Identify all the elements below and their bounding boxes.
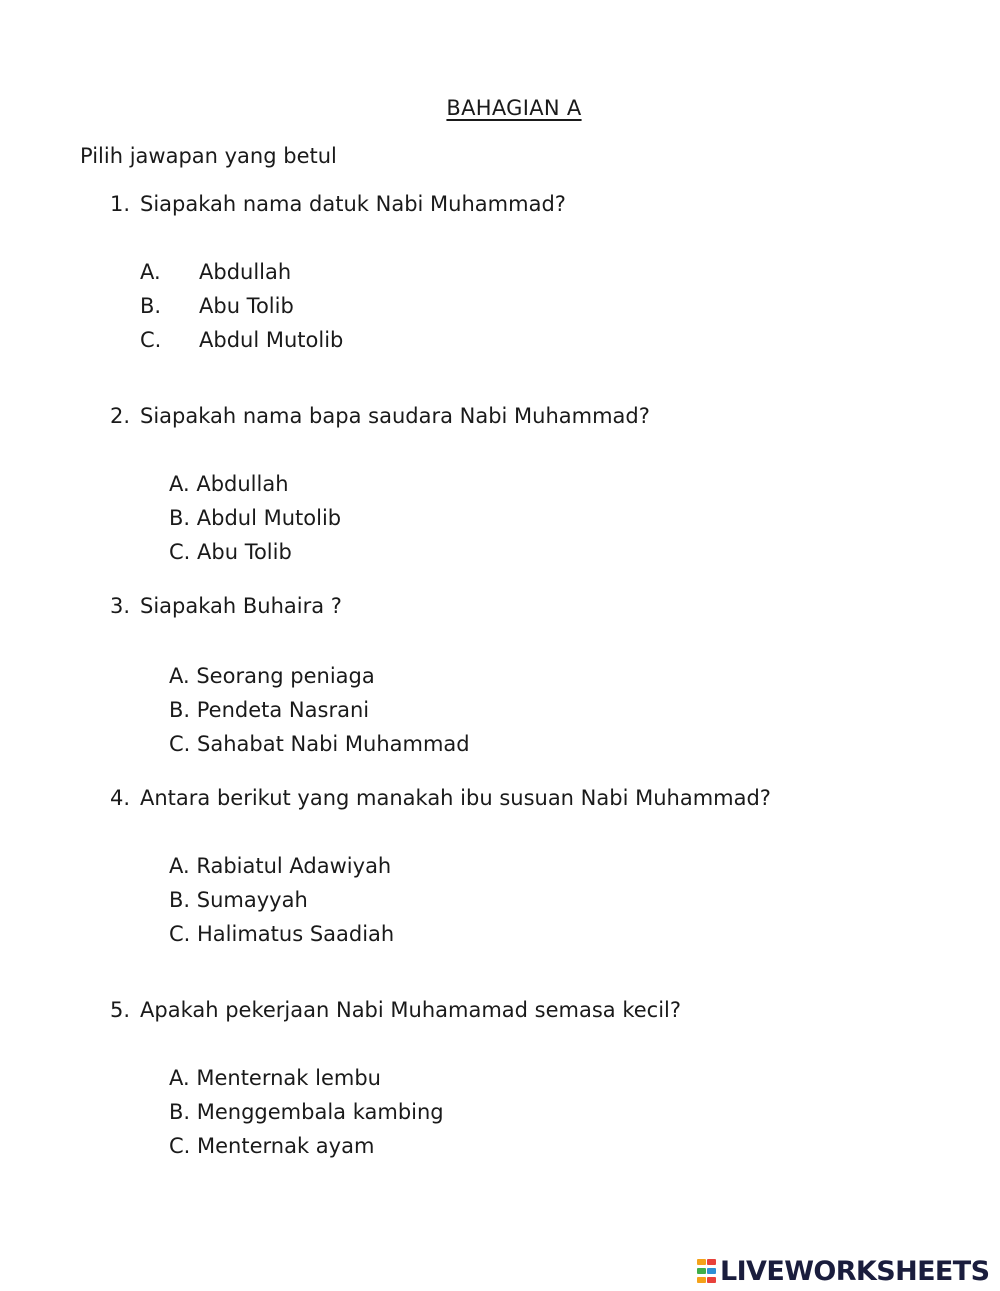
liveworksheets-logo-icon [697, 1258, 717, 1284]
question-3-option-c[interactable]: C. Sahabat Nabi Muhammad [169, 732, 470, 756]
question-text: Siapakah nama bapa saudara Nabi Muhammad? [140, 404, 650, 428]
option-text: Abdullah [199, 260, 292, 284]
question-5 [110, 998, 681, 1022]
question-2-option-b[interactable]: B. Abdul Mutolib [169, 506, 342, 530]
question-3 [110, 594, 342, 618]
option-letter: A. [140, 260, 161, 284]
question-4 [110, 786, 771, 810]
question-text: Antara berikut yang manakah ibu susuan Nabi Muhammad? [140, 786, 771, 810]
question-4-option-b[interactable]: B. Sumayyah [169, 888, 308, 912]
section-heading: BAHAGIAN A [446, 96, 582, 120]
question-number: 4. [110, 786, 131, 810]
question-4-option-c[interactable]: C. Halimatus Saadiah [169, 922, 395, 946]
question-number: 3. [110, 594, 131, 618]
liveworksheets-watermark [697, 1256, 989, 1286]
question-text: Siapakah Buhaira ? [140, 594, 342, 618]
question-3-option-a[interactable]: A. Seorang peniaga [169, 664, 375, 688]
question-5-option-b[interactable]: B. Menggembala kambing [169, 1100, 444, 1124]
question-5-option-a[interactable]: A. Menternak lembu [169, 1066, 381, 1090]
question-5-option-c[interactable]: C. Menternak ayam [169, 1134, 375, 1158]
question-1 [110, 192, 566, 216]
question-3-option-b[interactable]: B. Pendeta Nasrani [169, 698, 370, 722]
question-number: 5. [110, 998, 131, 1022]
watermark-text: LIVEWORKSHEETS [720, 1255, 990, 1287]
question-2-option-a[interactable]: A. Abdullah [169, 472, 289, 496]
question-text: Apakah pekerjaan Nabi Muhamamad semasa kecil? [140, 998, 682, 1022]
option-letter: C. [140, 328, 162, 352]
question-2 [110, 404, 650, 428]
instruction-text: Pilih jawapan yang betul [80, 144, 337, 168]
option-letter: B. [140, 294, 162, 318]
option-text: Abu Tolib [199, 294, 294, 318]
question-number: 2. [110, 404, 131, 428]
question-4-option-a[interactable]: A. Rabiatul Adawiyah [169, 854, 392, 878]
question-2-option-c[interactable]: C. Abu Tolib [169, 540, 292, 564]
option-text: Abdul Mutolib [199, 328, 344, 352]
question-text: Siapakah nama datuk Nabi Muhammad? [140, 192, 566, 216]
question-number: 1. [110, 192, 131, 216]
